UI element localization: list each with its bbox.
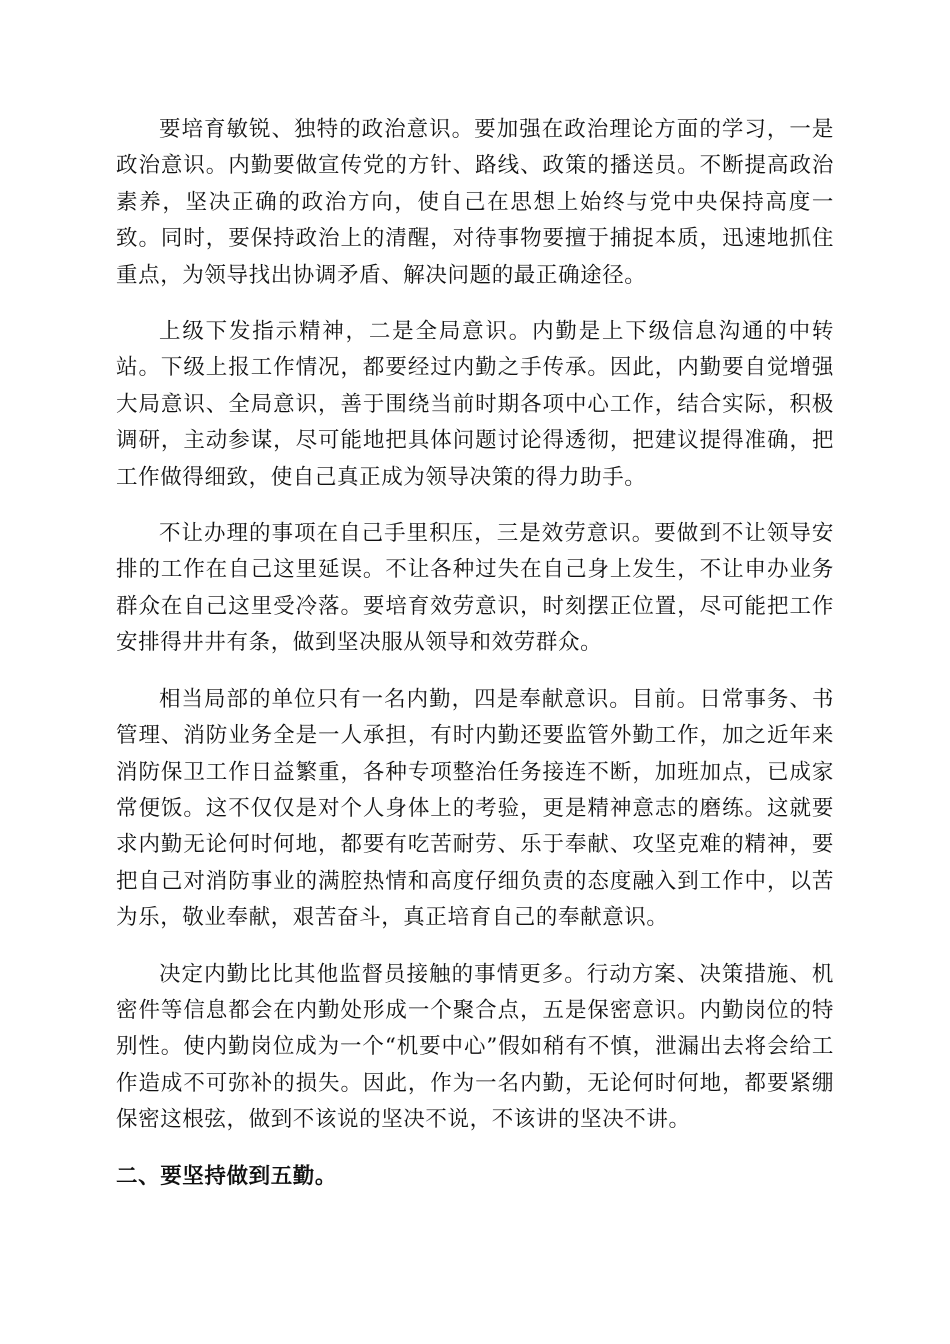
paragraph-overall-awareness: 上级下发指示精神，二是全局意识。内勤是上下级信息沟通的中转站。下级上报工作情况，都要经过内勤之手传承。因此，内勤要自觉增强大局意识、全局意识，善于围绕当前时期各项中心工作，结合实际，积极调研，主动参谋，尽可能地把具体问题讨论得透彻，把建议提得准确，把工作做得细致，使自己真正成为领导决策的得力助手。 (116, 319, 834, 490)
paragraph-confidentiality-awareness: 决定内勤比比其他监督员接触的事情更多。行动方案、决策措施、机密件等信息都会在内勤处形成一个聚合点，五是保密意识。内勤岗位的特别性。使内勤岗位成为一个“机要中心”假如稍有不慎，泄漏出去将会给工作造成不可弥补的损失。因此，作为一名内勤，无论何时何地，都要紧绷保密这根弦，做到不该说的坚决不说，不该讲的坚决不讲。 (116, 961, 834, 1133)
section-heading: 二、要坚持做到五勤。 (116, 1163, 338, 1189)
document-page (116, 112, 834, 1195)
paragraph-political-awareness: 要培育敏锐、独特的政治意识。要加强在政治理论方面的学习，一是政治意识。内勤要做宣传党的方针、路线、政策的播送员。不断提高政治素养，坚决正确的政治方向，使自己在思想上始终与党中央保持高度一致。同时，要保持政治上的清醒，对待事物要擅于捕捉本质，迅速地抓住重点，为领导找出协调矛盾、解决问题的最正确途径。 (116, 117, 834, 288)
paragraph-dedication-awareness: 相当局部的单位只有一名内勤，四是奉献意识。目前。日常事务、书管理、消防业务全是一人承担，有时内勤还要监管外勤工作，加之近年来消防保卫工作日益繁重，各种专项整治任务接连不断，加班加点，已成家常便饭。这不仅仅是对个人身体上的考验，更是精神意志的磨练。这就要求内勤无论何时何地，都要有吃苦耐劳、乐于奉献、攻坚克难的精神，要把自己对消防事业的满腔热情和高度仔细负责的态度融入到工作中，以苦为乐，敬业奉献，艰苦奋斗，真正培育自己的奉献意识。 (116, 686, 834, 931)
paragraph-service-awareness: 不让办理的事项在自己手里积压，三是效劳意识。要做到不让领导安排的工作在自己这里延误。不让各种过失在自己身上发生，不让申办业务群众在自己这里受冷落。要培育效劳意识，时刻摆正位置，尽可能把工作安排得井井有条，做到坚决服从领导和效劳群众。 (116, 521, 834, 656)
